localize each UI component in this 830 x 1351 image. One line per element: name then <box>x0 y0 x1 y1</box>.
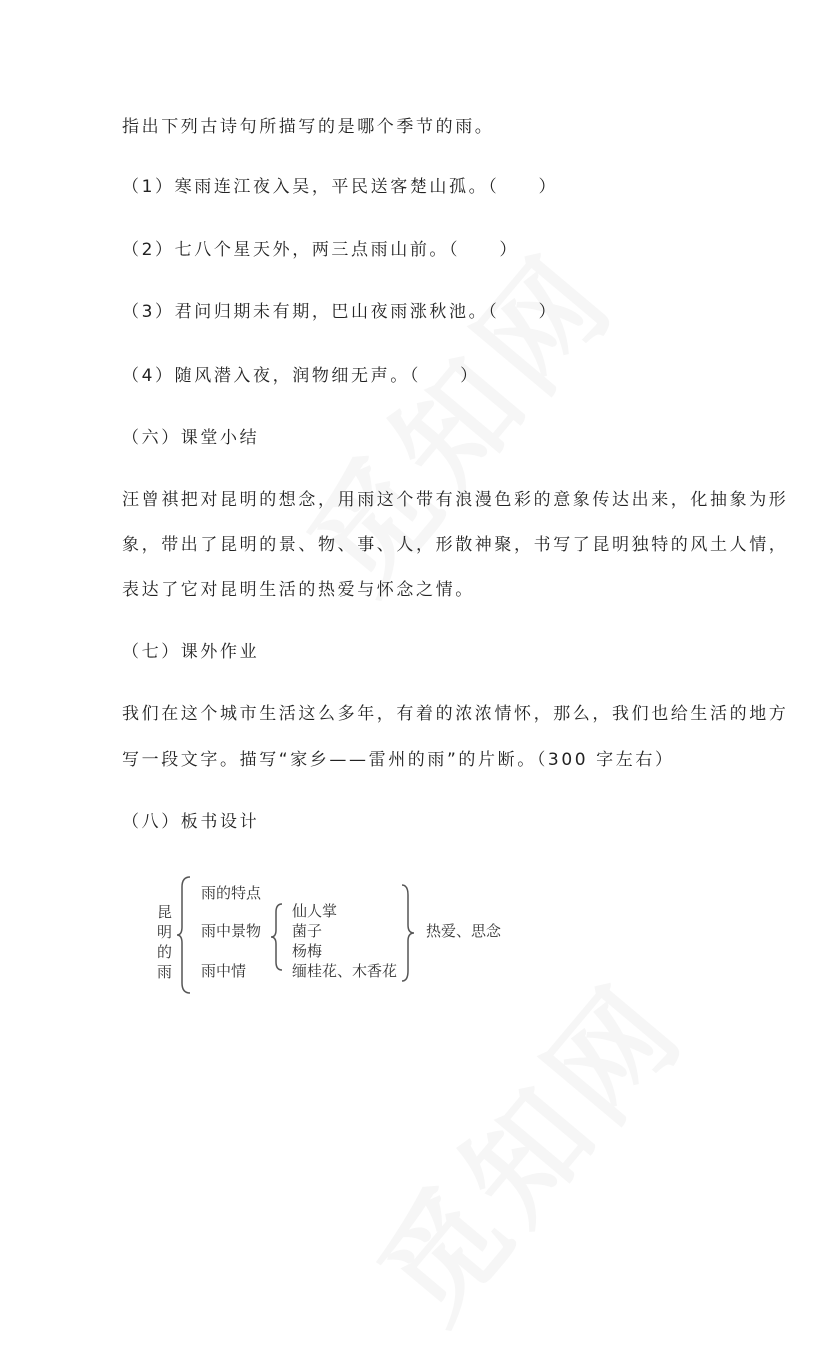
board-heading: （八）板书设计 <box>122 812 260 832</box>
board-title-char: 明 <box>157 923 173 941</box>
watermark <box>334 941 716 1350</box>
board-scenery: 缅桂花、木香花 <box>292 962 398 980</box>
question-item: （3）君问归期未有期，巴山夜雨涨秋池。（ ） <box>122 302 559 322</box>
board-scenery: 菌子 <box>292 922 323 940</box>
board-title-char: 雨 <box>157 963 173 981</box>
question-item: （2）七八个星天外，两三点雨山前。（ ） <box>122 240 519 260</box>
question-item: （1）寒雨连江夜入吴，平民送客楚山孤。（ ） <box>122 177 559 197</box>
inner-brace <box>270 902 284 972</box>
board-title-char: 的 <box>157 943 173 961</box>
homework-text: 写一段文字。描写“家乡——雷州的雨”的片断。（300 字左右） <box>122 750 675 770</box>
board-branch: 雨中景物 <box>201 922 262 940</box>
board-scenery: 杨梅 <box>292 942 323 960</box>
board-scenery: 仙人掌 <box>292 902 338 920</box>
board-branch: 雨中情 <box>201 962 247 980</box>
summary-text: 象，带出了昆明的景、物、事、人，形散神聚，书写了昆明独特的风土人情， <box>122 535 789 555</box>
left-brace <box>176 875 192 995</box>
board-conclusion: 热爱、思念 <box>426 922 502 940</box>
watermark <box>264 211 646 620</box>
question-item: （4）随风潜入夜，润物细无声。（ ） <box>122 366 480 386</box>
homework-text: 我们在这个城市生活这么多年，有着的浓浓情怀，那么，我们也给生活的地方 <box>122 704 789 724</box>
summary-text: 表达了它对昆明生活的热爱与怀念之情。 <box>122 580 475 600</box>
right-brace <box>400 883 416 983</box>
question-prompt: 指出下列古诗句所描写的是哪个季节的雨。 <box>122 117 495 137</box>
summary-heading: （六）课堂小结 <box>122 428 260 448</box>
homework-heading: （七）课外作业 <box>122 642 260 662</box>
board-branch: 雨的特点 <box>201 884 262 902</box>
board-title-char: 昆 <box>157 903 173 921</box>
summary-text: 汪曾祺把对昆明的想念，用雨这个带有浪漫色彩的意象传达出来，化抽象为形 <box>122 490 789 510</box>
